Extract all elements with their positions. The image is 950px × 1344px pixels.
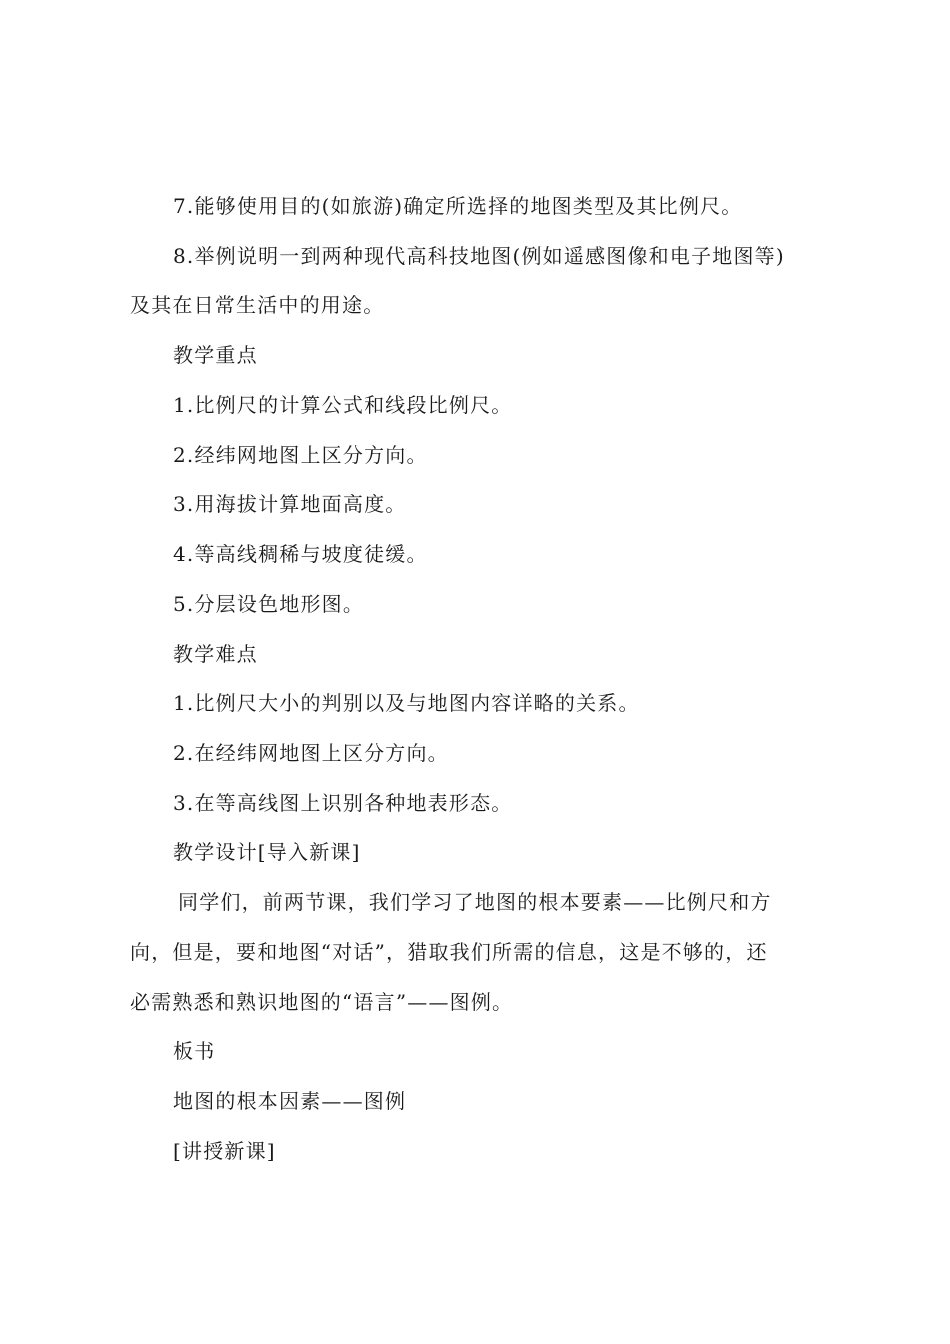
objective-8: 8.举例说明一到两种现代高科技地图(例如遥感图像和电子地图等) (173, 244, 785, 268)
difficulty-1: 1.比例尺大小的判别以及与地图内容详略的关系。 (173, 691, 640, 715)
heading-new-lesson: [讲授新课] (173, 1139, 276, 1163)
blackboard-text: 地图的根本因素——图例 (173, 1089, 407, 1113)
key-point-1: 1.比例尺的计算公式和线段比例尺。 (173, 393, 513, 417)
key-point-3: 3.用海拔计算地面高度。 (173, 492, 407, 516)
objective-8-continued: 及其在日常生活中的用途。 (130, 293, 385, 317)
key-point-4: 4.等高线稠稀与坡度徒缓。 (173, 542, 428, 566)
key-point-2: 2.经纬网地图上区分方向。 (173, 443, 428, 467)
heading-difficulties: 教学难点 (173, 642, 258, 666)
heading-key-points: 教学重点 (173, 343, 258, 367)
intro-paragraph-line-1: 同学们，前两节课，我们学习了地图的根本要素——比例尺和方 (178, 890, 772, 914)
difficulty-2: 2.在经纬网地图上区分方向。 (173, 741, 449, 765)
intro-paragraph-line-3: 必需熟悉和熟识地图的“语言”——图例。 (130, 990, 514, 1014)
intro-paragraph-line-2: 向，但是，要和地图“对话”，猎取我们所需的信息，这是不够的，还 (130, 940, 768, 964)
heading-blackboard: 板书 (173, 1039, 216, 1063)
heading-teaching-design: 教学设计[导入新课] (173, 840, 361, 864)
objective-7: 7.能够使用目的(如旅游)确定所选择的地图类型及其比例尺。 (173, 194, 743, 218)
key-point-5: 5.分层设色地形图。 (173, 592, 365, 616)
difficulty-3: 3.在等高线图上识别各种地表形态。 (173, 791, 513, 815)
